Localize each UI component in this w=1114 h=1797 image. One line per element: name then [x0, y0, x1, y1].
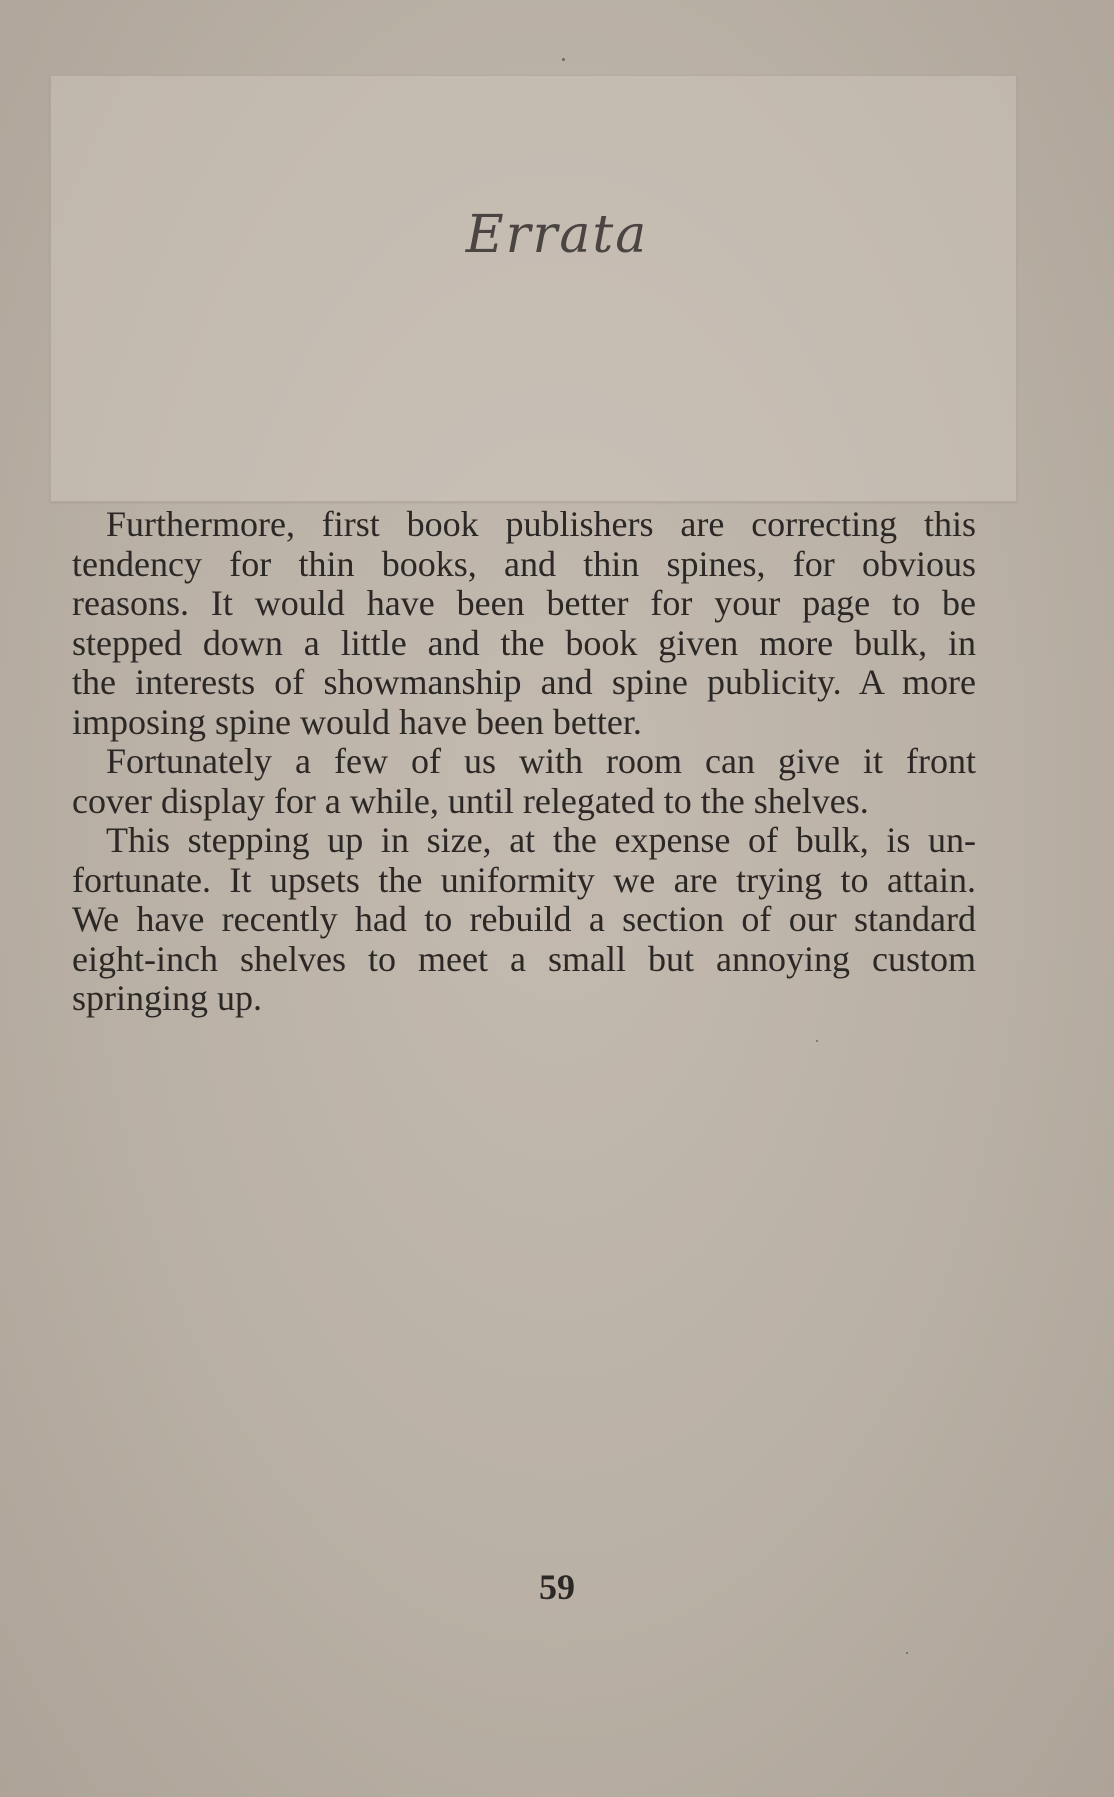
text-line: We have recently had to rebuild a section of our standard — [72, 899, 976, 939]
paper-speck — [816, 1040, 818, 1042]
text-line: stepped down a little and the book given more bulk, in — [72, 622, 976, 663]
text-line: eight-inch shelves to meet a small but annoying custom — [72, 938, 976, 979]
errata-slip — [50, 75, 1017, 502]
errata-heading: Errata — [465, 205, 649, 265]
page-number: 59 — [539, 1567, 575, 1607]
text-line: imposing spine would have been better. — [72, 701, 642, 742]
paper-speck — [562, 58, 565, 61]
text-line: This stepping up in size, at the expense of bulk, is un- — [106, 820, 976, 860]
paper-speck — [906, 1652, 908, 1654]
body-text — [72, 505, 976, 1019]
text-line: cover display for a while, until relegated to the shelves. — [72, 780, 869, 821]
text-line: springing up. — [72, 978, 263, 1018]
text-line: tendency for thin books, and thin spines, for obvious — [72, 543, 976, 584]
text-line: the interests of showmanship and spine publicity. A more — [72, 662, 976, 702]
text-line: reasons. It would have been better for your page to be — [72, 583, 976, 623]
text-line: Fortunately a few of us with room can give it front — [106, 741, 976, 781]
text-line: fortunate. It upsets the uniformity we are trying to attain. — [72, 859, 976, 900]
text-line: Furthermore, first book publishers are correcting this — [106, 504, 976, 544]
